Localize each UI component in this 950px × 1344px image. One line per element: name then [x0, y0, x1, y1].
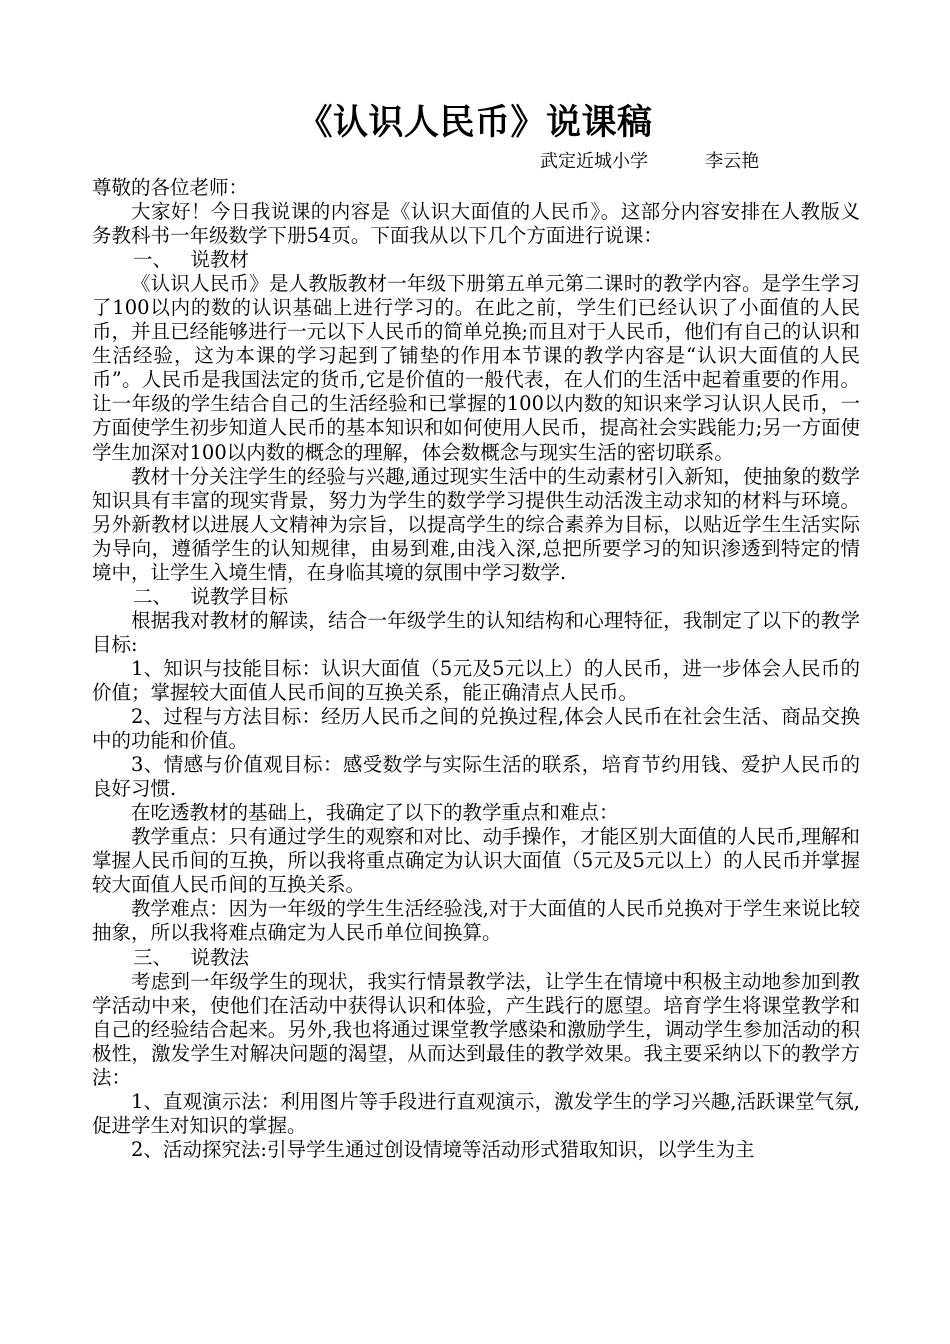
greeting-paragraph: 尊敬的各位老师：: [92, 176, 249, 199]
textbook-paragraph-2: 教材十分关注学生的经验与兴趣,通过现实生活中的生动素材引入新知，使抽象的数学知识具有丰富的现实背景，努力为学生的数学学习提供生动活泼主动求知的材料与环境。另外新教材以进展人文精神为宗旨，以提高学生的综合素养为目标，以贴近学生生活实际为导向，遵循学生的认知规律，由易到难,由浅入深,总把所要学习的知识渗透到特定的情境中，让学生入境生情，在身临其境的氛围中学习数学.: [92, 464, 860, 584]
method-item-2: 2、活动探究法:引导学生通过创设情境等活动形式猎取知识，以学生为主: [131, 1137, 755, 1161]
author-byline: 武定近城小学 李云艳: [540, 151, 760, 172]
difficulty-paragraph: 教学难点：因为一年级的学生生活经验浅,对于大面值的人民币兑换对于学生来说比较抽象，所以我将难点确定为人民币单位间换算。: [92, 897, 860, 945]
document-body: [92, 176, 860, 1162]
goal-item-2: 2、过程与方法目标：经历人民币之间的兑换过程,体会人民币在社会生活、商品交换中的功能和价值。: [92, 705, 860, 753]
methods-paragraph: 考虑到一年级学生的现状，我实行情景教学法，让学生在情境中积极主动地参加到教学活动中来，使他们在活动中获得认识和体验，产生践行的愿望。培育学生将课堂教学和自己的经验结合起来。另外,我也将通过课堂教学感染和激励学生，调动学生参加活动的积极性，激发学生对解决问题的渴望，从而达到最佳的教学效果。我主要采纳以下的教学方法：: [92, 969, 860, 1089]
goals-intro-paragraph: 根据我对教材的解读，结合一年级学生的认知结构和心理特征，我制定了以下的教学目标:: [92, 608, 860, 656]
key-points-intro: 在吃透教材的基础上，我确定了以下的教学重点和难点：: [131, 801, 619, 825]
key-point-paragraph: 教学重点：只有通过学生的观察和对比、动手操作，才能区别大面值的人民币,理解和掌握人民币间的互换，所以我将重点确定为认识大面值（5元及5元以上）的人民币并掌握较大面值人民币间的互换关系。: [92, 825, 860, 897]
method-item-1: 1、直观演示法：利用图片等手段进行直观演示，激发学生的学习兴趣,活跃课堂气氛,促进学生对知识的掌握。: [92, 1089, 860, 1137]
goal-item-3: 3、情感与价值观目标：感受数学与实际生活的联系，培育节约用钱、爱护人民币的良好习惯.: [92, 753, 860, 801]
section-heading-textbook: 一、 说教材: [132, 248, 250, 272]
section-heading-methods: 三、 说教法: [132, 945, 250, 969]
document-title: 《认识人民币》说课稿: [297, 103, 653, 143]
intro-paragraph: 大家好！今日我说课的内容是《认识大面值的人民币》。这部分内容安排在人教版义务教科书一年级数学下册54页。下面我从以下几个方面进行说课：: [92, 200, 860, 248]
section-heading-goals: 二、 说教学目标: [132, 584, 289, 608]
textbook-paragraph-1: 《认识人民币》是人教版教材一年级下册第五单元第二课时的教学内容。是学生学习了100以内的数的认识基础上进行学习的。在此之前，学生们已经认识了小面值的人民币，并且已经能够进行一元以下人民币的简单兑换;而且对于人民币，他们有自己的认识和生活经验，这为本课的学习起到了铺垫的作用本节课的教学内容是“认识大面值的人民币”。人民币是我国法定的货币,它是价值的一般代表，在人们的生活中起着重要的作用。让一年级的学生结合自己的生活经验和已掌握的100以内数的知识来学习认识人民币，一方面使学生初步知道人民币的基本知识和如何使用人民币，提高社会实践能力;另一方面使学生加深对100以内数的概念的理解，体会数概念与现实生活的密切联系。: [92, 272, 860, 464]
goal-item-1: 1、知识与技能目标：认识大面值（5元及5元以上）的人民币，进一步体会人民币的价值；掌握较大面值人民币间的互换关系，能正确清点人民币。: [92, 656, 860, 704]
